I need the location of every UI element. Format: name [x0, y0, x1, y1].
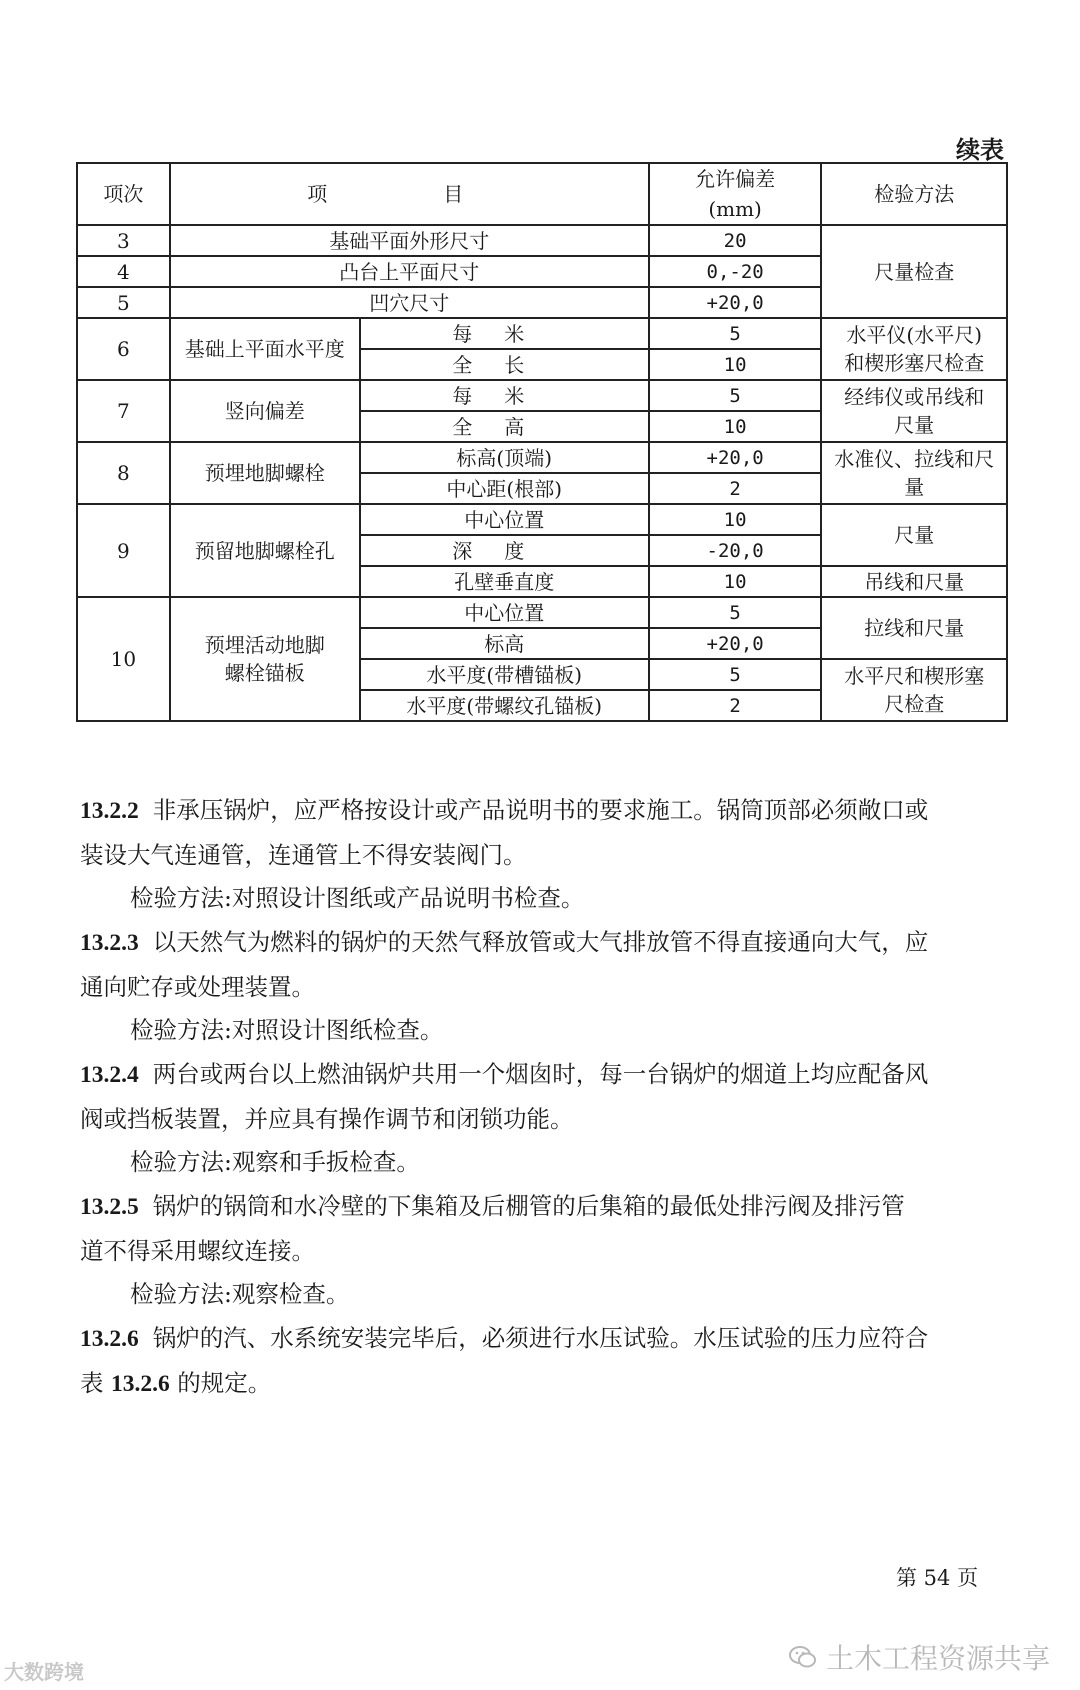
row-tolerance: 2 [649, 473, 822, 504]
row-tolerance: -20,0 [649, 535, 822, 566]
clause-13-2-3: 13.2.3 以天然气为燃料的锅炉的天然气释放管或大气排放管不得直接通向大气，应 通向贮存或处理装置。 [80, 928, 929, 1001]
row-no: 9 [77, 504, 170, 597]
row-item: 凹穴尺寸 [170, 287, 649, 318]
row-tolerance: 10 [649, 411, 822, 442]
clause-13-2-2: 13.2.2 非承压锅炉，应严格按设计或产品说明书的要求施工。锅筒顶部必须敞口或 装设大气连通管，连通管上不得安装阀门。 [80, 796, 929, 869]
clause-13-2-4: 13.2.4 两台或两台以上燃油锅炉共用一个烟囱时，每一台锅炉的烟道上均应配备风 阀或挡板装置，并应具有操作调节和闭锁功能。 [80, 1060, 929, 1133]
row-method: 水平仪(水平尺) 和楔形塞尺检查 [821, 318, 1007, 380]
row-item: 基础上平面水平度 [170, 318, 360, 380]
table-row [77, 225, 1007, 256]
row-tolerance: +20,0 [649, 628, 822, 659]
wechat-icon [788, 1644, 818, 1670]
row-tolerance: 5 [649, 659, 822, 690]
row-subitem: 深度 [360, 535, 649, 566]
row-tolerance: 5 [649, 318, 822, 349]
row-no: 3 [77, 225, 170, 256]
row-tolerance: +20,0 [649, 442, 822, 473]
row-item: 凸台上平面尺寸 [170, 256, 649, 287]
row-method: 水平尺和楔形塞 尺检查 [821, 659, 1007, 721]
row-no: 10 [77, 597, 170, 721]
continued-table-label: 续表 [956, 136, 1004, 164]
row-method: 吊线和尺量 [821, 566, 1007, 597]
row-subitem: 孔壁垂直度 [360, 566, 649, 597]
row-subitem: 全长 [360, 349, 649, 380]
clause-13-2-4-method: 检验方法:观察和手扳检查。 [130, 1148, 420, 1176]
header-no: 项次 [77, 163, 170, 225]
row-subitem: 每米 [360, 318, 649, 349]
row-subitem: 每米 [360, 380, 649, 411]
table-header-row [77, 163, 1007, 225]
page-number: 第 54 页 [896, 1566, 979, 1590]
header-method: 检验方法 [821, 163, 1007, 225]
table-row [77, 504, 1007, 535]
row-tolerance: +20,0 [649, 287, 822, 318]
row-tolerance: 5 [649, 380, 822, 411]
row-method: 水准仪、拉线和尺 量 [821, 442, 1007, 504]
row-tolerance: 10 [649, 349, 822, 380]
clause-13-2-3-method: 检验方法:对照设计图纸检查。 [130, 1016, 444, 1044]
row-subitem: 中心位置 [360, 597, 649, 628]
row-no: 8 [77, 442, 170, 504]
row-no: 5 [77, 287, 170, 318]
row-subitem: 标高 [360, 628, 649, 659]
row-subitem: 水平度(带槽锚板) [360, 659, 649, 690]
row-no: 6 [77, 318, 170, 380]
row-subitem: 全高 [360, 411, 649, 442]
table-row [77, 380, 1007, 411]
table-row [77, 597, 1007, 628]
row-tolerance: 2 [649, 690, 822, 721]
table-row [77, 318, 1007, 349]
row-item: 竖向偏差 [170, 380, 360, 442]
row-subitem: 中心位置 [360, 504, 649, 535]
row-tolerance: 10 [649, 566, 822, 597]
clause-13-2-6: 13.2.6 锅炉的汽、水系统安装完毕后，必须进行水压试验。水压试验的压力应符合 表 13.2.6 的规定。 [80, 1324, 929, 1397]
row-subitem: 中心距(根部) [360, 473, 649, 504]
row-method: 经纬仪或吊线和 尺量 [821, 380, 1007, 442]
row-tolerance: 0,-20 [649, 256, 822, 287]
row-item: 预留地脚螺栓孔 [170, 504, 360, 597]
clause-13-2-2-method: 检验方法:对照设计图纸或产品说明书检查。 [130, 884, 585, 912]
table-row [77, 442, 1007, 473]
watermark-right-text: 土木工程资源共享 [825, 1642, 1050, 1675]
row-item: 预埋地脚螺栓 [170, 442, 360, 504]
clause-13-2-5-method: 检验方法:观察检查。 [130, 1280, 350, 1308]
row-no: 7 [77, 380, 170, 442]
row-item: 预埋活动地脚 螺栓锚板 [170, 597, 360, 721]
row-item: 基础平面外形尺寸 [170, 225, 649, 256]
row-tolerance: 10 [649, 504, 822, 535]
row-tolerance: 20 [649, 225, 822, 256]
row-method: 拉线和尺量 [821, 597, 1007, 659]
row-method: 尺量 [821, 504, 1007, 566]
row-subitem: 水平度(带螺纹孔锚板) [360, 690, 649, 721]
row-method: 尺量检查 [821, 225, 1007, 318]
row-subitem: 标高(顶端) [360, 442, 649, 473]
header-item: 项 目 [170, 163, 649, 225]
row-no: 4 [77, 256, 170, 287]
watermark-left: 大数跨境 [4, 1660, 84, 1684]
clause-13-2-5: 13.2.5 锅炉的锅筒和水冷壁的下集箱及后棚管的后集箱的最低处排污阀及排污管 道不得采用螺纹连接。 [80, 1192, 905, 1265]
watermark-right [788, 1637, 1050, 1677]
tolerance-table [76, 162, 1008, 722]
row-tolerance: 5 [649, 597, 822, 628]
header-tolerance: 允许偏差 (mm) [649, 163, 822, 225]
